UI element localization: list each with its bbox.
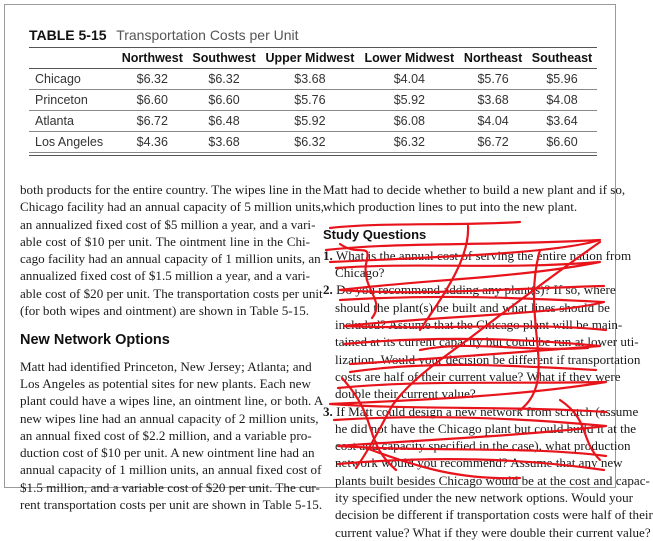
table-cell: $3.68 (459, 90, 527, 111)
text-line: tained at its current capacity but could be run at lower uti- (335, 334, 639, 350)
text-line: able cost of $10 per unit. The ointment line in the Chi- (20, 233, 310, 249)
text-line: new wipes line had an annual capacity of 2 million units, (20, 410, 319, 426)
table-cell: $5.76 (260, 90, 359, 111)
table-cell: $4.04 (459, 111, 527, 132)
question-number: 1. (323, 247, 333, 263)
text-line: Chicago facility had an annual capacity of 5 million units, (20, 199, 324, 215)
column-header: Northeast (459, 48, 527, 69)
table-cell: $6.72 (117, 111, 188, 132)
right-text-column (323, 181, 653, 541)
text-line: should the plant(s) be built and what lines should be (335, 299, 610, 315)
row-city: Chicago (29, 69, 117, 90)
column-header: Northwest (117, 48, 188, 69)
text-line: cost and capacity specified in the case), what production (335, 438, 631, 454)
text-line: annualized fixed cost of $1.5 million a year, and a vari- (20, 268, 310, 284)
text-line: lization. Would your decision be different if transportation (335, 351, 641, 367)
text-line: he did not have the Chicago plant but could build it at the (335, 420, 637, 436)
row-city: Atlanta (29, 111, 117, 132)
text-line: which production lines to put into the new plant. (323, 199, 578, 215)
costs-table (29, 48, 597, 153)
table-cell: $6.08 (359, 111, 459, 132)
text-line: double their current value? (335, 386, 476, 402)
text-line: duction cost of $10 per unit. A new ointment line had an (20, 445, 315, 461)
table-number: TABLE 5-15 (29, 27, 107, 43)
column-header: Lower Midwest (359, 48, 459, 69)
table-cell: $4.04 (359, 69, 459, 90)
text-line: Matt had identified Princeton, New Jersey; Atlanta; and (20, 358, 312, 374)
table-cell: $6.32 (260, 132, 359, 153)
table-bottom-rule (29, 155, 597, 156)
section-heading-new-network-options: New Network Options (20, 332, 170, 349)
question-number: 3. (323, 403, 333, 419)
question-2 (323, 281, 641, 402)
table-cell: $6.32 (117, 69, 188, 90)
text-line: Los Angeles as potential sites for new plants. Each new (20, 375, 311, 391)
table-cell: $6.60 (117, 90, 188, 111)
table-header-row (29, 48, 597, 69)
table-cell: $3.68 (260, 69, 359, 90)
text-line: an annualized fixed cost of $5 million a year, and a vari- (20, 216, 316, 232)
column-header: Southeast (527, 48, 597, 69)
text-line: ity specified under the new network options. Would your (335, 490, 633, 506)
table-cell: $5.96 (527, 69, 597, 90)
table-cell: $3.68 (188, 132, 261, 153)
paragraph-new-network-options (20, 358, 324, 514)
table-row (29, 69, 597, 90)
table-caption (29, 27, 597, 43)
table-title: Transportation Costs per Unit (116, 27, 299, 43)
text-line: rent transportation costs per unit are shown in Table 5-15. (20, 497, 323, 513)
text-line: plants built besides Chicago would be at the cost and capac- (335, 472, 650, 488)
text-line: Matt had to decide whether to build a new plant and if so, (323, 182, 626, 197)
table-cell: $6.72 (459, 132, 527, 153)
text-line: network would you recommend? Assume that any new (335, 455, 623, 471)
text-line: current value? What if they were double their current value? (335, 524, 651, 540)
table-cell: $4.08 (527, 90, 597, 111)
table-cell: $6.60 (188, 90, 261, 111)
table-row (29, 132, 597, 153)
textbook-page (4, 4, 653, 540)
table-cell: $3.64 (527, 111, 597, 132)
row-city: Princeton (29, 90, 117, 111)
text-line: plant could have a wipes line, an ointment line, or both. A (20, 393, 324, 409)
text-line (323, 403, 639, 420)
table-cell: $5.92 (260, 111, 359, 132)
question-3 (323, 403, 653, 541)
text-line: $1.5 million, and a variable cost of $20 per unit. The cur- (20, 479, 320, 495)
question-text: What is the annual cost of serving the entire nation from (335, 247, 632, 263)
text-line: both products for the entire country. The wipes line in the (20, 182, 322, 197)
paragraph-production-lines (20, 181, 324, 319)
table-cell: $6.60 (527, 132, 597, 153)
text-line: (for both wipes and ointment) are shown in Table 5-15. (20, 303, 310, 319)
text-line: annual capacity of 1 million units, an annual fixed cost of (20, 462, 322, 478)
left-text-column (20, 181, 324, 513)
question-1 (323, 247, 632, 282)
table-cell: $6.32 (188, 69, 261, 90)
text-line: decision be different if transportation costs were half of their (335, 507, 653, 523)
question-text: Do you recommend adding any plant(s)? If so, where (336, 282, 616, 298)
text-line: cago facility had an annual capacity of 1 million units, an (20, 251, 321, 267)
column-header: Southwest (188, 48, 261, 69)
row-city: Los Angeles (29, 132, 117, 153)
table-row (29, 111, 597, 132)
table-cell: $5.92 (359, 90, 459, 111)
column-header (29, 48, 117, 69)
text-line: included? Assume that the Chicago plant will be main- (335, 317, 623, 333)
question-number: 2. (323, 282, 333, 298)
text-line (323, 281, 616, 298)
text-line: able cost of $20 per unit. The transportation costs per unit (20, 285, 323, 301)
column-header: Upper Midwest (260, 48, 359, 69)
question-text: If Matt could design a new network from scratch (assume (336, 403, 639, 419)
table-cell: $5.76 (459, 69, 527, 90)
table-row (29, 90, 597, 111)
table-cell: $6.32 (359, 132, 459, 153)
text-line: an annual fixed cost of $2.2 million, and a variable pro- (20, 427, 312, 443)
text-line: costs are half of their current value? What if they were (335, 368, 621, 384)
text-line: Chicago? (335, 265, 385, 281)
table-cell: $6.48 (188, 111, 261, 132)
section-heading-study-questions: Study Questions (323, 226, 427, 242)
transportation-cost-table (29, 27, 597, 156)
text-line (323, 247, 632, 264)
paragraph-decision (323, 181, 626, 216)
table-cell: $4.36 (117, 132, 188, 153)
